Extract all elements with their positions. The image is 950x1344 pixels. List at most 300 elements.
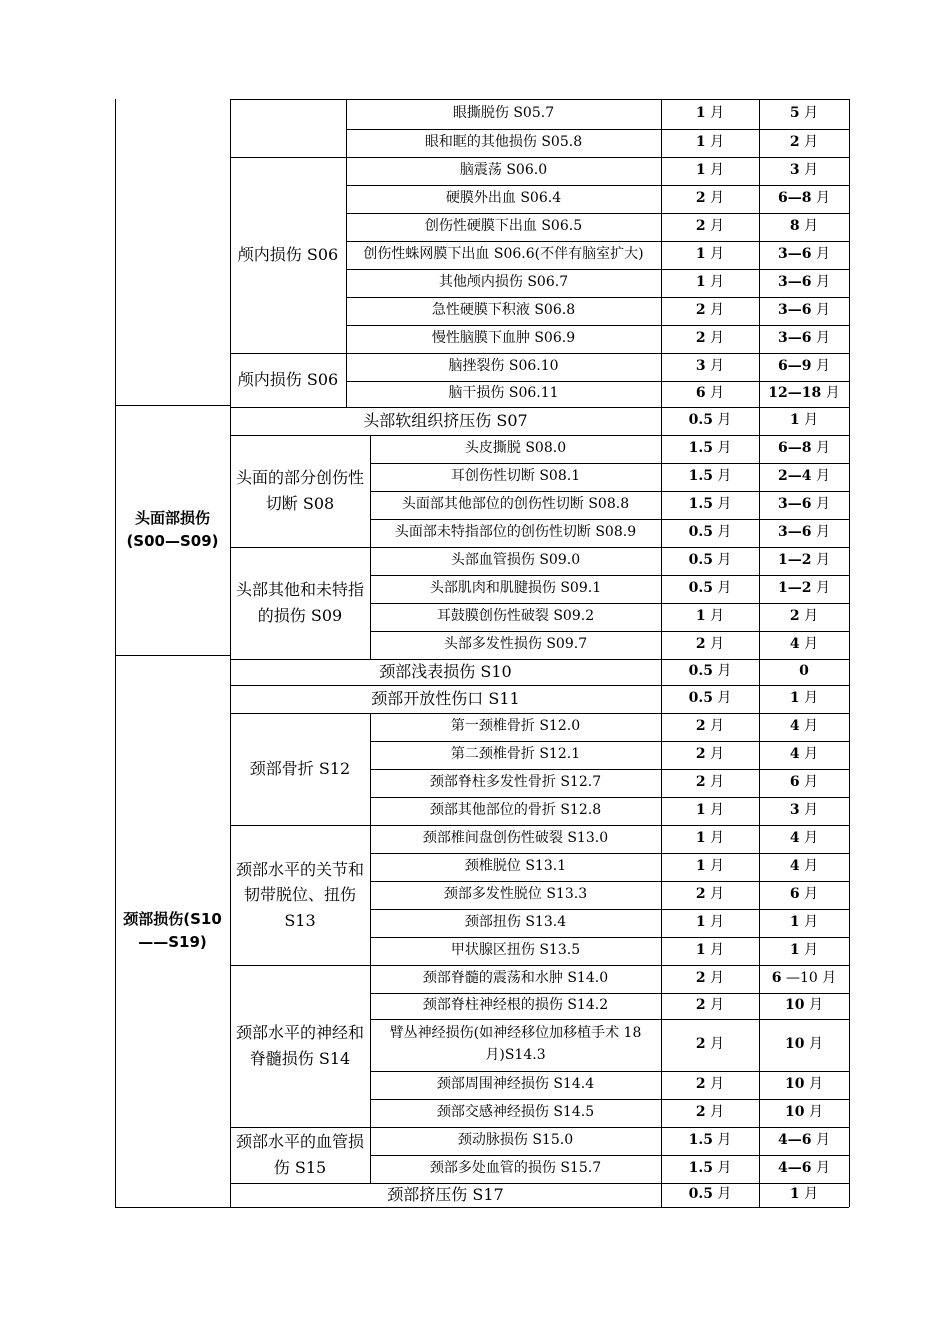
treatment-period-cell [661, 297, 759, 325]
recovery-period-unit: 月 [815, 190, 830, 207]
injury-item: 颈部其他部位的骨折 S12.8 [429, 802, 602, 819]
treatment-period-number: 1 [695, 914, 706, 931]
treatment-period-number: 2 [695, 330, 706, 347]
recovery-period-cell [759, 325, 849, 353]
treatment-period-value [696, 160, 724, 182]
recovery-period-unit: 月 [804, 636, 819, 653]
table-rule [370, 631, 849, 632]
recovery-period-number: 10 [785, 1036, 805, 1053]
table-rule [230, 407, 346, 408]
item-cell [346, 185, 661, 213]
recovery-period-cell [759, 1099, 849, 1127]
recovery-period-number: 6 [789, 774, 800, 791]
recovery-period-cell [759, 381, 849, 407]
recovery-period-value [790, 856, 818, 878]
treatment-period-cell [661, 825, 759, 853]
treatment-period-unit: 月 [710, 1036, 725, 1053]
recovery-period-cell [759, 1071, 849, 1099]
item-cell [370, 881, 661, 909]
treatment-period-number: 0.5 [688, 690, 713, 707]
treatment-period-value [689, 410, 732, 432]
treatment-period-number: 6 [695, 385, 706, 402]
recovery-period-cell [759, 491, 849, 519]
recovery-period-number: 4 [789, 746, 800, 763]
treatment-period-value [696, 1074, 724, 1096]
recovery-period-unit: 月 [804, 914, 819, 931]
table-rule [370, 547, 849, 548]
item-cell [346, 353, 661, 381]
recovery-period-value [778, 244, 830, 266]
table-rule [230, 157, 346, 158]
injury-item: 颈部交感神经损伤 S14.5 [436, 1104, 595, 1121]
treatment-period-number: 2 [695, 1036, 706, 1053]
recovery-period-cell [759, 853, 849, 881]
treatment-period-value [689, 494, 732, 516]
injury-item: 颈椎脱位 S13.1 [464, 858, 567, 875]
table-rule [230, 659, 370, 660]
treatment-period-unit: 月 [710, 774, 725, 791]
recovery-period-cell [759, 575, 849, 603]
treatment-period-cell [661, 269, 759, 297]
category-cell [115, 655, 230, 1207]
table-rule [370, 741, 849, 742]
recovery-period-number: 4—6 [778, 1160, 812, 1177]
treatment-period-cell [661, 463, 759, 491]
item-cell [230, 685, 661, 713]
treatment-period-cell [661, 1183, 759, 1207]
treatment-period-cell [661, 937, 759, 965]
injury-item: 颈部周围神经损伤 S14.4 [436, 1076, 595, 1093]
recovery-period-unit: 月 [804, 105, 819, 122]
recovery-period-value [790, 634, 818, 656]
treatment-period-unit: 月 [710, 886, 725, 903]
item-cell [370, 1155, 661, 1183]
recovery-period-cell [759, 1155, 849, 1183]
recovery-period-value [790, 744, 818, 766]
recovery-period-cell [759, 99, 849, 129]
item-cell [370, 547, 661, 575]
treatment-period-number: 2 [695, 774, 706, 791]
treatment-period-value [696, 744, 724, 766]
recovery-period-value [790, 828, 818, 850]
table-rule [230, 99, 231, 1207]
recovery-period-cell [759, 965, 849, 993]
recovery-period-unit: 月 [804, 774, 819, 791]
recovery-period-value [778, 466, 830, 488]
treatment-period-cell [661, 769, 759, 797]
table-rule [230, 435, 370, 436]
treatment-period-number: 1.5 [688, 440, 713, 457]
treatment-period-value [689, 688, 732, 710]
treatment-period-unit: 月 [717, 1186, 732, 1203]
treatment-period-cell [661, 435, 759, 463]
recovery-period-unit: 月 [815, 274, 830, 291]
recovery-period-cell [759, 685, 849, 713]
treatment-period-cell [661, 631, 759, 659]
recovery-period-cell [759, 435, 849, 463]
recovery-period-unit: 月 [825, 385, 840, 402]
group-cell [230, 353, 346, 407]
recovery-period-number: 1 [789, 412, 800, 429]
table-rule [230, 965, 370, 966]
treatment-period-cell [661, 213, 759, 241]
recovery-period-unit: 月 [804, 218, 819, 235]
recovery-period-cell [759, 353, 849, 381]
treatment-period-cell [661, 99, 759, 129]
treatment-period-cell [661, 129, 759, 157]
table-rule [759, 99, 760, 1207]
recovery-period-unit: 月 [815, 302, 830, 319]
recovery-period-cell [759, 603, 849, 631]
treatment-period-number: 0.5 [688, 524, 713, 541]
table-rule [346, 129, 849, 130]
recovery-period-cell [759, 269, 849, 297]
recovery-period-unit: 月 [808, 1036, 823, 1053]
item-cell [370, 993, 661, 1019]
treatment-period-value [696, 300, 724, 322]
recovery-period-unit: 月 [808, 1104, 823, 1121]
recovery-period-number: 10 [785, 1076, 805, 1093]
recovery-period-number: 4 [789, 858, 800, 875]
item-cell [370, 1099, 661, 1127]
recovery-period-cell [759, 129, 849, 157]
category-label: 头面部损伤 (S00—S09) [126, 508, 219, 550]
recovery-period-number: 2—4 [778, 468, 812, 485]
table-rule [661, 99, 662, 1207]
treatment-period-value [696, 856, 724, 878]
group-label: 颈部水平的关节和韧带脱位、扭伤 S13 [235, 859, 364, 930]
injury-item: 颈部开放性伤口 S11 [371, 688, 520, 708]
treatment-period-number: 1 [695, 830, 706, 847]
recovery-period-number: 3 [789, 162, 800, 179]
treatment-period-cell [661, 1019, 759, 1071]
recovery-period-value [778, 578, 830, 600]
treatment-period-unit: 月 [710, 134, 725, 151]
recovery-period-value [790, 103, 818, 125]
table-rule [346, 353, 849, 354]
table-rule [370, 519, 849, 520]
item-cell [346, 297, 661, 325]
item-cell [346, 325, 661, 353]
treatment-period-cell [661, 741, 759, 769]
table-rule [370, 435, 849, 436]
recovery-period-cell [759, 937, 849, 965]
injury-item: 眼撕脱伤 S05.7 [452, 105, 555, 122]
treatment-period-unit: 月 [710, 970, 725, 987]
recovery-period-cell [759, 713, 849, 741]
recovery-period-cell [759, 769, 849, 797]
recovery-period-number: 4 [789, 830, 800, 847]
treatment-period-cell [661, 547, 759, 575]
table-rule [346, 269, 849, 270]
recovery-period-cell [759, 157, 849, 185]
recovery-period-unit: 月 [804, 802, 819, 819]
table-rule [346, 157, 347, 353]
group-label: 颈部水平的神经和脊髓损伤 S14 [235, 1023, 364, 1068]
recovery-period-unit: 月 [808, 997, 823, 1014]
recovery-period-number: 3—6 [778, 496, 812, 513]
treatment-period-value [696, 1102, 724, 1124]
treatment-period-number: 1.5 [688, 1160, 713, 1177]
table-rule [346, 185, 849, 186]
recovery-period-value [785, 995, 823, 1017]
treatment-period-unit: 月 [717, 663, 732, 680]
treatment-period-unit: 月 [710, 746, 725, 763]
table-rule [346, 325, 849, 326]
table-rule [230, 1127, 370, 1128]
recovery-period-value [785, 1034, 823, 1056]
treatment-period-number: 0.5 [688, 580, 713, 597]
treatment-period-unit: 月 [710, 718, 725, 735]
table-rule [370, 965, 371, 1127]
treatment-period-unit: 月 [717, 1160, 732, 1177]
group-label: 颈部骨折 S12 [249, 759, 351, 779]
table-rule [346, 213, 849, 214]
table-rule [370, 1127, 849, 1128]
treatment-period-number: 1 [695, 608, 706, 625]
recovery-period-number: 1 [789, 690, 800, 707]
treatment-period-value [689, 466, 732, 488]
treatment-period-number: 2 [695, 302, 706, 319]
recovery-period-unit: 月 [815, 358, 830, 375]
recovery-period-unit: 月 [804, 942, 819, 959]
treatment-period-number: 2 [695, 218, 706, 235]
treatment-period-unit: 月 [710, 218, 725, 235]
treatment-period-unit: 月 [710, 802, 725, 819]
treatment-period-cell [661, 381, 759, 407]
injury-item: 头皮撕脱 S08.0 [464, 440, 567, 457]
recovery-period-number: 6—9 [778, 358, 812, 375]
item-cell [370, 797, 661, 825]
treatment-period-number: 1 [695, 858, 706, 875]
recovery-period-number: 2 [789, 608, 800, 625]
recovery-period-value [772, 968, 836, 990]
treatment-period-number: 0.5 [688, 552, 713, 569]
treatment-period-cell [661, 909, 759, 937]
treatment-period-value [696, 1034, 724, 1056]
table-rule [370, 575, 849, 576]
treatment-period-unit: 月 [717, 496, 732, 513]
treatment-period-value [696, 968, 724, 990]
table-rule [370, 463, 849, 464]
table-rule [230, 99, 346, 100]
item-cell [370, 631, 661, 659]
treatment-period-cell [661, 1127, 759, 1155]
injury-item: 创伤性硬膜下出血 S06.5 [424, 218, 583, 235]
recovery-period-value [778, 188, 830, 210]
recovery-period-value [778, 328, 830, 350]
treatment-period-number: 2 [695, 190, 706, 207]
recovery-period-number: 3—6 [778, 524, 812, 541]
recovery-period-number: 10 [785, 1104, 805, 1121]
treatment-period-value [696, 716, 724, 738]
table-rule [370, 965, 849, 966]
table-rule [230, 825, 370, 826]
treatment-period-number: 1 [695, 942, 706, 959]
recovery-period-number: 5 [789, 105, 800, 122]
table-rule [346, 381, 849, 382]
treatment-period-value [689, 550, 732, 572]
table-rule [370, 435, 371, 547]
treatment-period-cell [661, 965, 759, 993]
injury-item: 脑挫裂伤 S06.10 [448, 358, 559, 375]
treatment-period-unit: 月 [710, 274, 725, 291]
recovery-period-unit: 月 [804, 1186, 819, 1203]
treatment-period-number: 1.5 [688, 1132, 713, 1149]
group-label: 颅内损伤 S06 [237, 370, 339, 390]
group-cell [230, 547, 370, 659]
recovery-period-unit: 月 [804, 134, 819, 151]
treatment-period-cell [661, 575, 759, 603]
recovery-period-unit: 月 [815, 468, 830, 485]
recovery-period-value [785, 1102, 823, 1124]
item-cell [370, 603, 661, 631]
group-cell [230, 825, 370, 965]
recovery-period-number: 4—6 [778, 1132, 812, 1149]
injury-item: 颈部多发性脱位 S13.3 [443, 886, 588, 903]
injury-item: 颈部脊柱神经根的损伤 S14.2 [422, 997, 609, 1014]
injury-item: 甲状腺区扭伤 S13.5 [450, 942, 581, 959]
table-rule [849, 99, 850, 1207]
recovery-period-cell [759, 741, 849, 769]
recovery-period-value [778, 550, 830, 572]
item-cell [346, 213, 661, 241]
table-rule [370, 491, 849, 492]
treatment-period-unit: 月 [710, 858, 725, 875]
recovery-period-unit: 月 [815, 524, 830, 541]
treatment-period-number: 0.5 [688, 663, 713, 680]
recovery-period-value [778, 272, 830, 294]
injury-item: 颈动脉损伤 S15.0 [457, 1132, 574, 1149]
treatment-period-value [689, 522, 732, 544]
recovery-period-value [790, 1184, 818, 1206]
treatment-period-value [696, 606, 724, 628]
recovery-period-value [790, 688, 818, 710]
recovery-period-value [778, 1130, 830, 1152]
treatment-period-number: 0.5 [688, 412, 713, 429]
recovery-period-unit: 月 [815, 580, 830, 597]
treatment-period-value [696, 216, 724, 238]
treatment-period-number: 2 [695, 718, 706, 735]
recovery-period-cell [759, 547, 849, 575]
treatment-period-cell [661, 157, 759, 185]
injury-item: 颈部脊柱多发性骨折 S12.7 [429, 774, 602, 791]
treatment-period-unit: 月 [710, 246, 725, 263]
table-rule [370, 881, 849, 882]
recovery-period-number: 3 [789, 802, 800, 819]
treatment-period-unit: 月 [717, 440, 732, 457]
table-rule [230, 1183, 370, 1184]
injury-item: 眼和眶的其他损伤 S05.8 [424, 134, 583, 151]
treatment-period-cell [661, 491, 759, 519]
treatment-period-unit: 月 [717, 524, 732, 541]
treatment-period-cell [661, 713, 759, 741]
item-cell [370, 463, 661, 491]
recovery-period-value [790, 132, 818, 154]
table-rule [370, 1019, 849, 1020]
treatment-period-unit: 月 [717, 412, 732, 429]
recovery-period-number: 4 [789, 636, 800, 653]
injury-item: 头部多发性损伤 S09.7 [443, 636, 588, 653]
category-cell [115, 99, 230, 405]
recovery-period-unit: 月 [804, 886, 819, 903]
treatment-period-unit: 月 [710, 162, 725, 179]
recovery-period-cell [759, 463, 849, 491]
item-cell [370, 435, 661, 463]
treatment-period-value [689, 1130, 732, 1152]
recovery-period-unit: 月 [815, 246, 830, 263]
recovery-period-unit: 月 [815, 496, 830, 513]
injury-item: 颈部挤压伤 S17 [387, 1184, 504, 1204]
item-cell [370, 575, 661, 603]
treatment-period-cell [661, 353, 759, 381]
treatment-period-unit: 月 [717, 580, 732, 597]
treatment-period-unit: 月 [717, 552, 732, 569]
treatment-period-cell [661, 685, 759, 713]
treatment-period-number: 1 [695, 274, 706, 291]
group-label: 头面的部分创伤性切断 S08 [235, 468, 364, 513]
recovery-period-cell [759, 631, 849, 659]
injury-item: 颈部扭伤 S13.4 [464, 914, 567, 931]
item-cell [346, 129, 661, 157]
recovery-period-unit: 月 [815, 440, 830, 457]
injury-item: 颈部多处血管的损伤 S15.7 [429, 1160, 602, 1177]
injury-item: 颈部椎间盘创伤性破裂 S13.0 [422, 830, 609, 847]
treatment-period-cell [661, 603, 759, 631]
recovery-period-unit: 月 [804, 412, 819, 429]
recovery-period-unit: 月 [815, 330, 830, 347]
item-cell [346, 381, 661, 407]
treatment-period-value [696, 188, 724, 210]
recovery-period-number: 6—8 [778, 440, 812, 457]
treatment-period-number: 1 [695, 105, 706, 122]
recovery-period-unit: 月 [804, 690, 819, 707]
recovery-period-cell [759, 659, 849, 685]
recovery-period-value [790, 800, 818, 822]
treatment-period-number: 2 [695, 1104, 706, 1121]
treatment-period-number: 2 [695, 970, 706, 987]
recovery-period-cell [759, 825, 849, 853]
recovery-period-number: 3—6 [778, 302, 812, 319]
recovery-period-value [778, 1158, 830, 1180]
recovery-period-number: 1—2 [778, 580, 812, 597]
treatment-period-value [696, 772, 724, 794]
recovery-period-value [790, 606, 818, 628]
table-rule [115, 99, 116, 1207]
recovery-period-unit: 月 [804, 858, 819, 875]
treatment-period-number: 1 [695, 162, 706, 179]
recovery-period-value [790, 410, 818, 432]
group-cell [230, 965, 370, 1127]
treatment-period-cell [661, 519, 759, 547]
recovery-period-number: 3—6 [778, 330, 812, 347]
treatment-period-number: 3 [695, 358, 706, 375]
recovery-period-number: 8 [789, 218, 800, 235]
recovery-period-number: 0 [799, 663, 809, 680]
recovery-period-unit: —10 月 [785, 970, 837, 987]
treatment-period-value [689, 1184, 732, 1206]
recovery-period-unit: 月 [804, 746, 819, 763]
treatment-period-unit: 月 [710, 942, 725, 959]
injury-item: 慢性脑膜下血肿 S06.9 [431, 330, 576, 347]
injury-item: 其他颅内损伤 S06.7 [438, 274, 569, 291]
recovery-period-unit: 月 [815, 1160, 830, 1177]
injury-item: 耳鼓膜创伤性破裂 S09.2 [436, 608, 595, 625]
group-cell [230, 99, 346, 157]
injury-item: 头部血管损伤 S09.0 [450, 552, 581, 569]
recovery-period-cell [759, 909, 849, 937]
recovery-period-cell [759, 241, 849, 269]
